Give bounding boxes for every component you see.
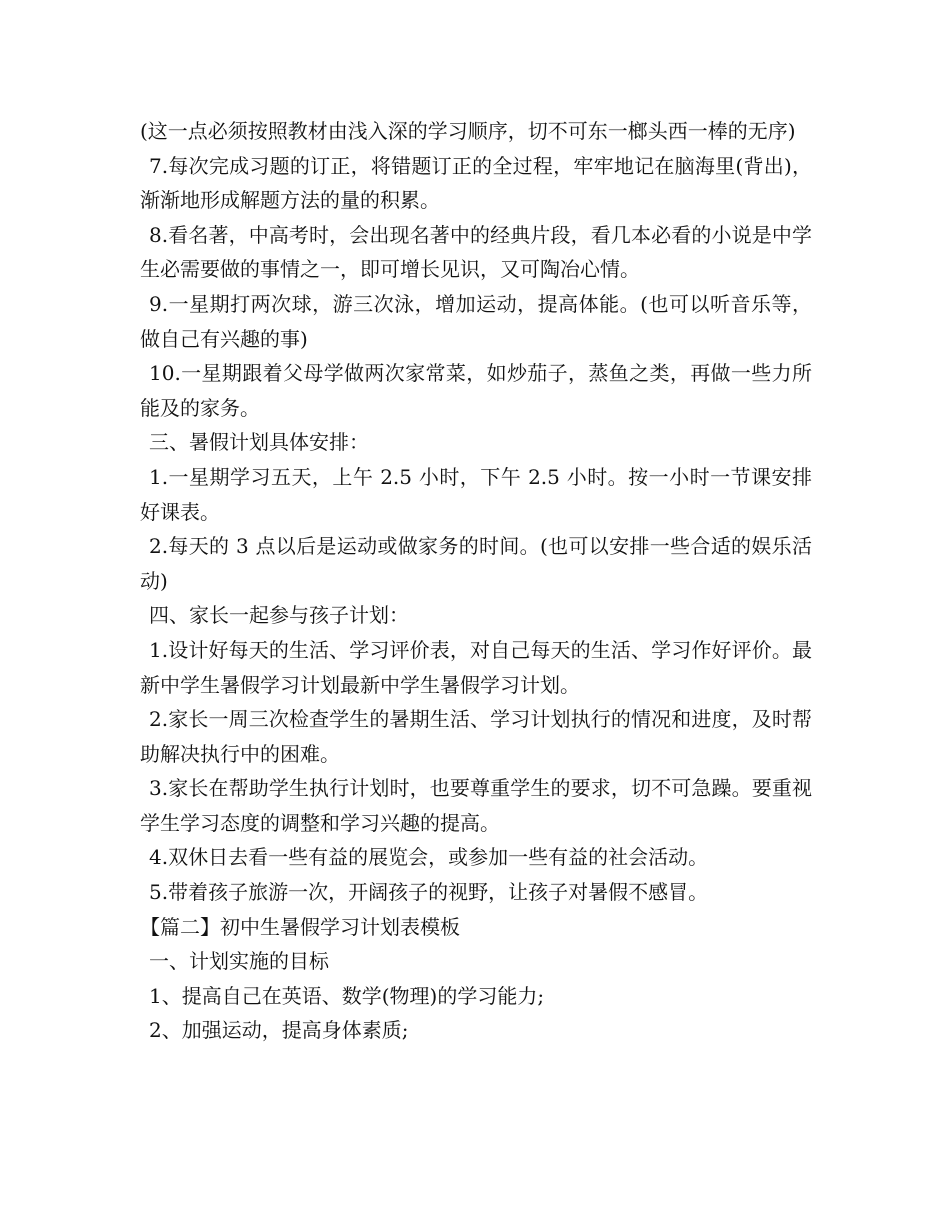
section-heading-schedule: 三、暑假计划具体安排： (149, 430, 369, 455)
paragraph-parents-4: 4.双休日去看一些有益的展览会，或参加一些有益的社会活动。 (149, 845, 709, 870)
paragraph-item-9: 9.一星期打两次球，游三次泳，增加运动，提高体能。(也可以听音乐等，做自己有兴趣的事) (140, 291, 812, 351)
article-title-part-two: 【篇二】初中生暑假学习计划表模板 (140, 914, 460, 939)
paragraph-goal-1: 1、提高自己在英语、数学(物理)的学习能力; (149, 983, 545, 1008)
paragraph-item-7: 7.每次完成习题的订正，将错题订正的全过程，牢牢地记在脑海里(背出)，渐渐地形成解题方法的量的积累。 (140, 153, 812, 213)
paragraph-goal-2: 2、加强运动，提高身体素质; (149, 1018, 409, 1043)
paragraph-parents-3: 3.家长在帮助学生执行计划时，也要尊重学生的要求，切不可急躁。要重视学生学习态度的调整和学习兴趣的提高。 (140, 776, 812, 835)
section-heading-goals: 一、计划实施的目标 (149, 949, 329, 974)
paragraph-parents-5: 5.带着孩子旅游一次，开阔孩子的视野，让孩子对暑假不感冒。 (149, 880, 709, 905)
paragraph-schedule-2: 2.每天的 3 点以后是运动或做家务的时间。(也可以安排一些合适的娱乐活动) (140, 534, 812, 593)
paragraph-order-note: (这一点必须按照教材由浅入深的学习顺序，切不可东一榔头西一棒的无序) (140, 119, 796, 143)
paragraph-item-10: 10.一星期跟着父母学做两次家常菜，如炒茄子，蒸鱼之类，再做一些力所能及的家务。 (140, 361, 812, 420)
paragraph-parents-1: 1.设计好每天的生活、学习评价表，对自己每天的生活、学习作好评价。最新中学生暑假学习计划最新中学生暑假学习计划。 (140, 637, 812, 697)
paragraph-item-8: 8.看名著，中高考时，会出现名著中的经典片段，看几本必看的小说是中学生必需要做的事情之一，即可增长见识，又可陶冶心情。 (140, 222, 812, 282)
document-page (140, 114, 812, 1048)
section-heading-parents: 四、家长一起参与孩子计划： (149, 603, 409, 628)
paragraph-parents-2: 2.家长一周三次检查学生的暑期生活、学习计划执行的情况和进度，及时帮助解决执行中的困难。 (140, 707, 812, 766)
paragraph-schedule-1: 1.一星期学习五天，上午 2.5 小时，下午 2.5 小时。按一小时一节课安排好课表。 (140, 464, 812, 524)
